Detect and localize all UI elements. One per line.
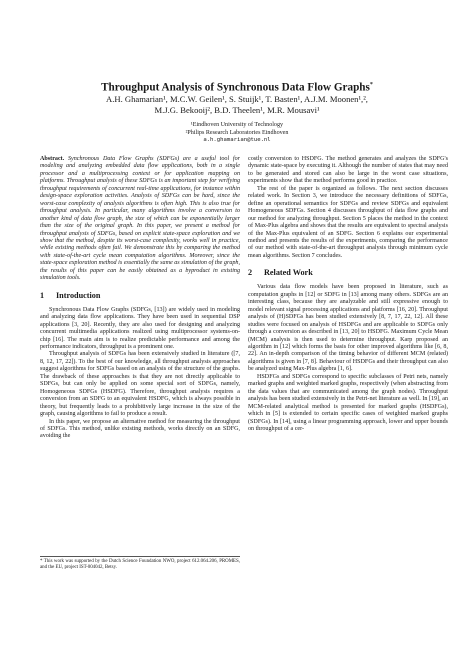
affiliation-2: ²Philips Research Laboratories Eindhoven bbox=[185, 129, 289, 136]
left-column bbox=[40, 156, 240, 441]
author-list bbox=[60, 94, 414, 116]
authors-line-2: M.J.G. Bekooij², B.D. Theelen¹, M.R. Mousavi¹ bbox=[154, 105, 320, 115]
footnote: * This work was supported by the Dutch Science Foundation NWO, project 612.064.206, PROMES, and the EU, project IST-004042, Betsy. bbox=[40, 556, 240, 572]
paper-title bbox=[0, 79, 474, 95]
section-title: Related Work bbox=[264, 268, 313, 278]
section-title: Introduction bbox=[56, 290, 101, 300]
intro-paragraph-2: Throughput analysis of SDFGs has been extensively studied in literature ([7, 8, 12, 17, 22]). To the best of our knowledge, all throughput analysis approaches suggest algorithms for SDFGs based on an analysis of the structure of the graphs. The drawback of these approaches is that they are not directly applicable to SDFGs, but can only be applied on some special sort of SDFGs, namely, Homogeneous SDFGs (HSDFG). Therefore, throughput analysis requires a conversion from an SDFG to an equivalent HSDFG, which is always possible in theory, but frequently leads to a prohibitively large increase in the size of the graph, causing algorithms to fail to produce a result. bbox=[40, 351, 240, 418]
author-email: a.h.ghamarian@tue.nl bbox=[203, 137, 271, 144]
abstract-label: Abstract. bbox=[40, 156, 65, 162]
related-work-paragraph-2: HSDFGs and SDFGs correspond to specific subclasses of Petri nets, namely marked graphs and weighted marked graphs, respectively (when abstracting from the data values that are communicated among the graph nodes). Throughput analysis has been studied extensively in the Petri-net literature as well. In [19], an MCM-related analytical method is presented for marked graphs (HSDFGs), which in [5] is extended to certain specific cases of weighted marked graphs (SDFGs). In [14], using a linear programming approach, lower and upper bounds on throughput of a cer- bbox=[248, 373, 448, 432]
abstract bbox=[40, 156, 240, 283]
abstract-text: Synchronous Data Flow Graphs (SDFGs) are a useful tool for modeling and analyzing embedded data flow applications, both in a single processor and a multiprocessing context or for application mapping on platforms. Throughput analysis of these SDFGs is an important step for verifying throughput requirements of concurrent real-time applications, for instance within design-space exploration activities. Analysis of SDFGs can be hard, since the worst-case complexity of analysis algorithms is often high. This is also true for throughput analysis. In particular, many algorithms involve a conversion to another kind of data flow graph, the size of which can be exponentially larger than the size of the original graph. In this paper, we present a method for throughput analysis of SDFGs, based on explicit state-space exploration and we show that the method, despite its worst-case complexity, works well in practice, while existing methods often fail. We demonstrate this by comparing the method with state-of-the-art cycle mean computation algorithms. Moreover, since the state-space exploration method is essentially the same as simulation of the graph, the results of this paper can be easily obtained as a byproduct in existing simulation tools. bbox=[40, 156, 240, 282]
title-text: Throughput Analysis of Synchronous Data Flow Graphs bbox=[101, 81, 370, 94]
section-heading-related-work bbox=[248, 268, 448, 278]
related-work-paragraph-1: Various data flow models have been proposed in literature, such as computation graphs in [12] or SDFG in [13] among many others. SDFGs are an interesting class, because they are analyzable and still expressive enough to model relevant signal processing applications and platforms [16, 20]. Throughput analysis of (H)SDFGs has been studied extensively [8, 7, 17, 22, 12]. All these studies were focused on analysis of HSDFGs and are applicable to SDFGs only through a conversion as described in [13, 20] to HSDFG. Maximum Cycle Mean (MCM) analysis is then used to determine throughput. Karp proposed an algorithm in [12] which forms the basis for other improved algorithms like [6, 8, 22]. An in-depth comparison of the timing behavior of different MCM (related) algorithms is given in [7, 8]. Behaviour of HSDFGs and their throughput can also be analyzed using Max-Plus algebra [1, 6]. bbox=[248, 284, 448, 373]
section-heading-introduction bbox=[40, 291, 240, 301]
intro-paragraph-1: Synchronous Data Flow Graphs (SDFGs, [13]) are widely used in modeling and analyzing data flow applications. They have been used in sequential DSP applications [3, 20]. Recently, they are also used for designing and analyzing concurrent multimedia applications realized using multiprocessor systems-on-chip [16]. The main aim is to realize predictable performance and among the performance indicators, throughput is a prominent one. bbox=[40, 306, 240, 350]
intro-paragraph-3: In this paper, we propose an alternative method for measuring the throughput of SDFGs. This method, unlike existing methods, works directly on an SDFG, avoiding the bbox=[40, 418, 240, 440]
authors-line-1: A.H. Ghamarian¹, M.C.W. Geilen¹, S. Stuijk¹, T. Basten¹, A.J.M. Moonen¹,², bbox=[106, 94, 368, 104]
section-number: 1 bbox=[40, 290, 45, 300]
section-number: 2 bbox=[248, 268, 253, 278]
affiliation-1: ¹Eindhoven University of Technology bbox=[190, 122, 284, 128]
affiliations bbox=[80, 122, 394, 145]
organization-paragraph: The rest of the paper is organized as follows. The next section discusses related work. In Section 3, we introduce the necessary definitions of SDFGs, define an operational semantics for SDFGs and review SDFGs and equivalent Homogeneous SDFGs. Section 4 discusses throughput of data flow graphs and our method for analyzing throughput. Section 5 places the method in the context of Max-Plus algebra and shows that the results are equivalent to spectral analysis of the Max-Plus equivalent of an SDFG. Section 6 explains our experimental method and presents the results of the experiments, comparing the performance of our method with state-of-the-art throughput analysis through minimum cycle mean algorithms. Section 7 concludes. bbox=[248, 185, 448, 259]
right-column bbox=[248, 156, 448, 433]
intro-continued-paragraph: costly conversion to HSDFG. The method generates and analyzes the SDFG's dynamic state-space by executing it. Although the number of states that may need to be generated and stored can also be large in the worst case situations, experiments show that the method performs good in practice. bbox=[248, 156, 448, 185]
title-footnote-mark: * bbox=[369, 82, 373, 88]
